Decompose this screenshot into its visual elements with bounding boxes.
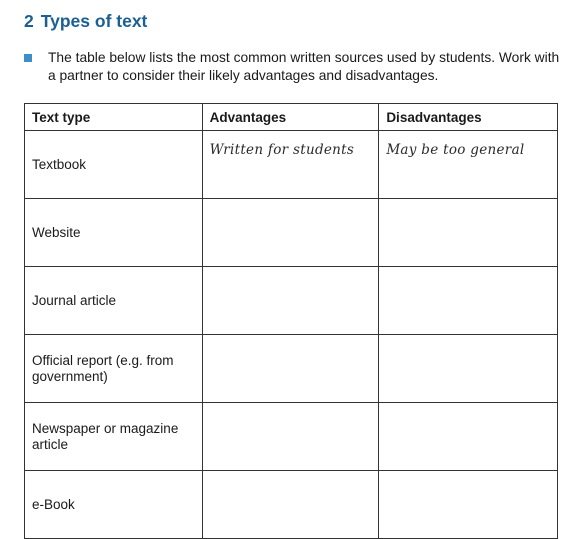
- section-number: 2: [24, 11, 34, 31]
- advantages-cell[interactable]: [202, 199, 379, 267]
- text-type-cell: Textbook: [25, 131, 203, 199]
- disadvantages-cell[interactable]: [379, 403, 558, 471]
- text-type-cell: Journal article: [25, 267, 203, 335]
- instruction-text: The table below lists the most common written sources used by students. Work with a partner to consider their likely advantages and disadvantages.: [48, 50, 560, 83]
- section-heading: [24, 11, 147, 32]
- advantages-cell[interactable]: [202, 471, 379, 539]
- advantages-cell[interactable]: [202, 267, 379, 335]
- text-type-cell: Official report (e.g. from government): [25, 335, 203, 403]
- advantages-cell[interactable]: [202, 403, 379, 471]
- text-types-table: [24, 103, 558, 539]
- table-row: [25, 335, 558, 403]
- disadvantages-cell[interactable]: May be too general: [379, 131, 558, 199]
- table-row: [25, 403, 558, 471]
- header-disadvantages: Disadvantages: [379, 104, 558, 131]
- instruction-block: [24, 49, 569, 85]
- header-advantages: Advantages: [202, 104, 379, 131]
- disadvantages-cell[interactable]: [379, 471, 558, 539]
- advantages-cell[interactable]: [202, 335, 379, 403]
- disadvantages-cell[interactable]: [379, 199, 558, 267]
- section-title: Types of text: [40, 11, 148, 31]
- advantages-cell[interactable]: Written for students: [202, 131, 379, 199]
- table-header-row: [25, 104, 558, 131]
- square-bullet-icon: [24, 54, 32, 62]
- text-type-cell: Website: [25, 199, 203, 267]
- table-row: [25, 267, 558, 335]
- disadvantages-cell[interactable]: [379, 267, 558, 335]
- text-type-cell: Newspaper or magazine article: [25, 403, 203, 471]
- header-text-type: Text type: [25, 104, 203, 131]
- table-row: [25, 131, 558, 199]
- table-row: [25, 199, 558, 267]
- disadvantages-cell[interactable]: [379, 335, 558, 403]
- text-type-cell: e-Book: [25, 471, 203, 539]
- table-row: [25, 471, 558, 539]
